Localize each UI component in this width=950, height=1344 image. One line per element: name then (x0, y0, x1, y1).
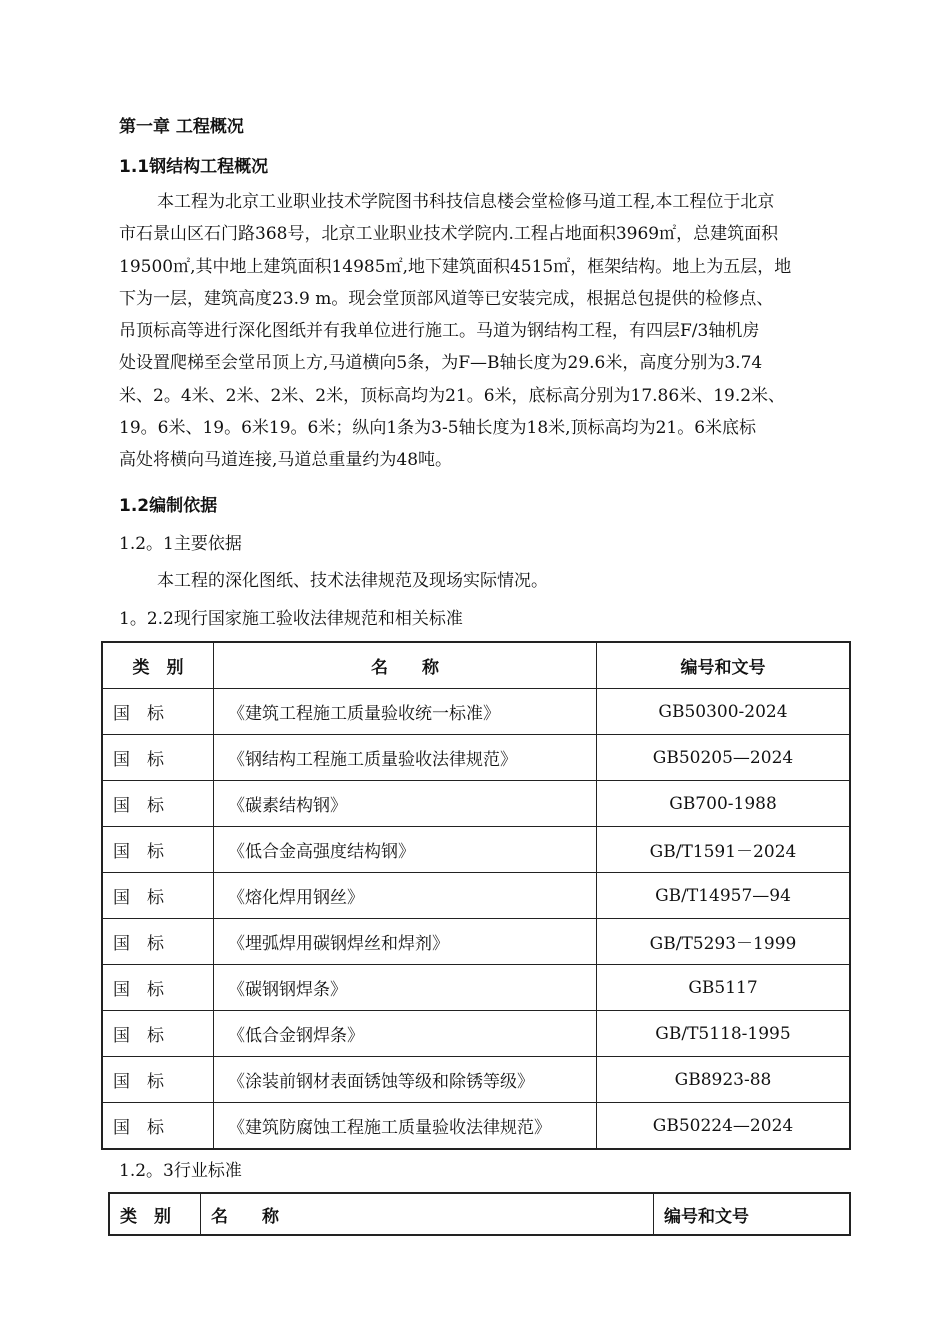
row-code: GB50300-2024 (597, 689, 851, 735)
row-code: GB/T5118-1995 (597, 1011, 851, 1057)
row-category: 国 标 (102, 873, 214, 919)
row-code: GB50224—2024 (597, 1103, 851, 1150)
row-name: 《低合金高强度结构钢》 (214, 827, 597, 873)
section-1-1-title: 1.1钢结构工程概况 (119, 157, 269, 177)
row-code: GB/T1591－2024 (597, 827, 851, 873)
header-code: 编号和文号 (597, 642, 851, 689)
chapter-title: 第一章 工程概况 (119, 117, 244, 137)
row-category: 国 标 (102, 781, 214, 827)
header-code: 编号和文号 (654, 1193, 851, 1235)
row-category: 国 标 (102, 735, 214, 781)
subsection-1-2-2: 1。2.2现行国家施工验收法律规范和相关标准 (119, 609, 463, 629)
paragraph-line: 高处将横向马道连接,马道总重量约为48吨。 (119, 450, 453, 471)
basis-text: 本工程的深化图纸、技术法律规范及现场实际情况。 (157, 571, 548, 591)
table-row (102, 919, 850, 965)
header-name: 名 称 (214, 642, 597, 689)
header-category: 类 别 (109, 1193, 201, 1235)
table-row (102, 873, 850, 919)
header-category: 类 别 (102, 642, 214, 689)
row-code: GB8923-88 (597, 1057, 851, 1103)
project-overview-paragraph (119, 186, 859, 477)
row-name: 《建筑工程施工质量验收统一标准》 (214, 689, 597, 735)
table-row (102, 689, 850, 735)
row-code: GB50205—2024 (597, 735, 851, 781)
industry-standards-table (108, 1192, 851, 1236)
row-category: 国 标 (102, 827, 214, 873)
header-name: 名 称 (201, 1193, 654, 1235)
row-category: 国 标 (102, 1057, 214, 1103)
paragraph-line: 19500㎡,其中地上建筑面积14985㎡,地下建筑面积4515㎡，框架结构。地上为五层，地 (119, 256, 792, 277)
row-name: 《碳钢钢焊条》 (214, 965, 597, 1011)
paragraph-line: 市石景山区石门路368号，北京工业职业技术学院内.工程占地面积3969㎡，总建筑面积 (119, 224, 779, 245)
row-name: 《碳素结构钢》 (214, 781, 597, 827)
row-code: GB5117 (597, 965, 851, 1011)
national-standards-table (101, 641, 851, 1150)
subsection-1-2-3: 1.2。3行业标准 (119, 1161, 242, 1181)
paragraph-line: 本工程为北京工业职业技术学院图书科技信息楼会堂检修马道工程,本工程位于北京 (157, 192, 775, 212)
table-row (102, 1057, 850, 1103)
paragraph-line: 下为一层，建筑高度23.9 m。现会堂顶部风道等已安装完成，根据总包提供的检修点、 (119, 288, 774, 309)
row-category: 国 标 (102, 1103, 214, 1150)
row-category: 国 标 (102, 965, 214, 1011)
row-name: 《埋弧焊用碳钢焊丝和焊剂》 (214, 919, 597, 965)
table-header-row (102, 642, 850, 689)
table-row (102, 827, 850, 873)
table-row (102, 1011, 850, 1057)
table-row (102, 1103, 850, 1150)
row-name: 《钢结构工程施工质量验收法律规范》 (214, 735, 597, 781)
paragraph-line: 米、2。4米、2米、2米、2米，顶标高均为21。6米，底标高分别为17.86米、19.2米、 (119, 385, 786, 406)
row-code: GB/T14957—94 (597, 873, 851, 919)
table-row (102, 735, 850, 781)
row-category: 国 标 (102, 1011, 214, 1057)
table-row (102, 965, 850, 1011)
row-category: 国 标 (102, 919, 214, 965)
row-name: 《低合金钢焊条》 (214, 1011, 597, 1057)
subsection-1-2-1: 1.2。1主要依据 (119, 534, 242, 554)
paragraph-line: 处设置爬梯至会堂吊顶上方,马道横向5条，为F—B轴长度为29.6米，高度分别为3.74 (119, 353, 763, 374)
row-name: 《熔化焊用钢丝》 (214, 873, 597, 919)
paragraph-line: 吊顶标高等进行深化图纸并有我单位进行施工。马道为钢结构工程，有四层F/3轴机房 (119, 321, 760, 342)
row-code: GB/T5293－1999 (597, 919, 851, 965)
row-category: 国 标 (102, 689, 214, 735)
table-row (102, 781, 850, 827)
paragraph-line: 19。6米、19。6米19。6米；纵向1条为3-5轴长度为18米,顶标高均为21。6米底标 (119, 418, 757, 439)
row-name: 《建筑防腐蚀工程施工质量验收法律规范》 (214, 1103, 597, 1150)
table-header-row (109, 1193, 850, 1235)
row-name: 《涂装前钢材表面锈蚀等级和除锈等级》 (214, 1057, 597, 1103)
row-code: GB700-1988 (597, 781, 851, 827)
section-1-2-title: 1.2编制依据 (119, 496, 218, 516)
